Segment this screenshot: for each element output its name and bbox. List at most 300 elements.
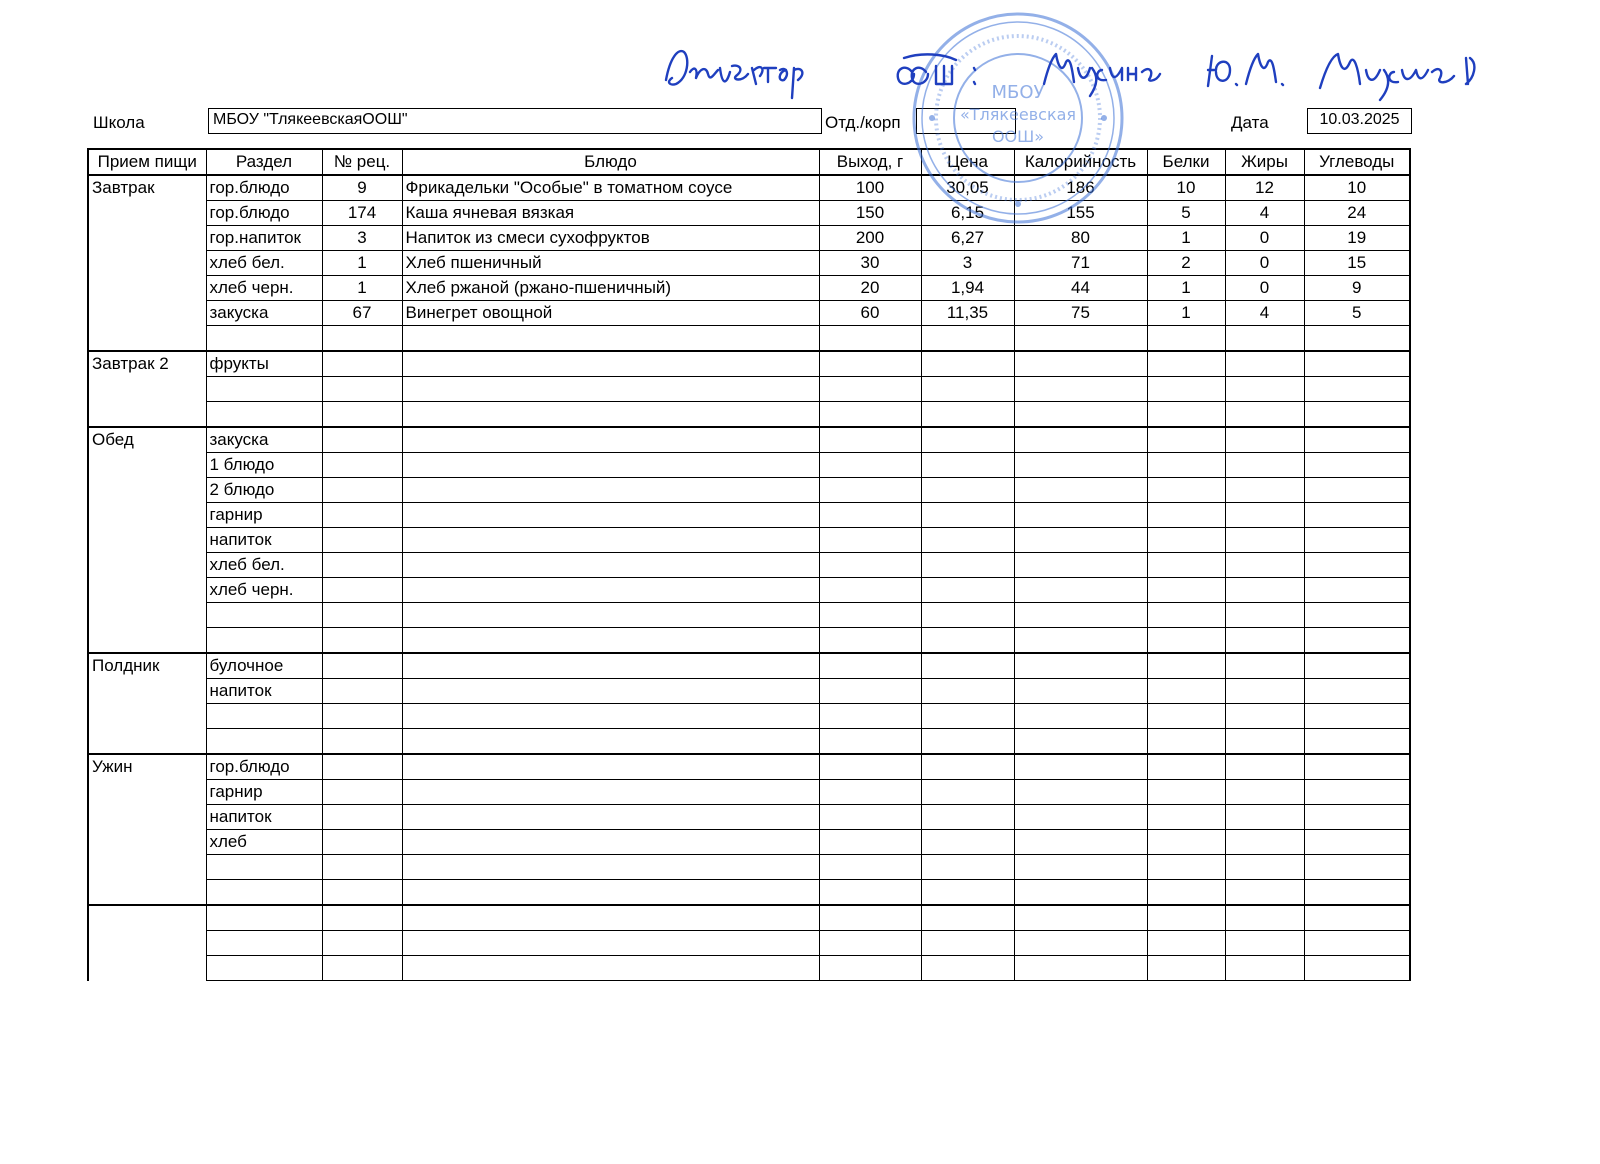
yield-cell — [819, 679, 921, 704]
fat-cell — [1225, 905, 1304, 931]
price-cell: 11,35 — [921, 301, 1014, 326]
protein-cell — [1147, 805, 1225, 830]
section-cell — [206, 931, 322, 956]
dish-cell — [402, 780, 819, 805]
dish-cell: Хлеб пшеничный — [402, 251, 819, 276]
carbs-cell — [1304, 830, 1410, 855]
dish-cell — [402, 628, 819, 654]
fat-cell — [1225, 956, 1304, 981]
table-row — [88, 880, 1410, 906]
price-cell — [921, 931, 1014, 956]
price-cell — [921, 679, 1014, 704]
kcal-cell — [1014, 754, 1147, 780]
meal-name-cell: Ужин — [88, 754, 206, 905]
fat-cell — [1225, 578, 1304, 603]
price-cell — [921, 628, 1014, 654]
table-row — [88, 175, 1410, 201]
recipe-cell — [322, 402, 402, 428]
recipe-cell — [322, 528, 402, 553]
dish-cell — [402, 326, 819, 352]
recipe-cell — [322, 780, 402, 805]
dish-cell — [402, 427, 819, 453]
carbs-cell — [1304, 628, 1410, 654]
table-row — [88, 427, 1410, 453]
kcal-cell — [1014, 880, 1147, 906]
protein-cell: 1 — [1147, 226, 1225, 251]
table-row — [88, 754, 1410, 780]
section-cell — [206, 402, 322, 428]
carbs-cell — [1304, 453, 1410, 478]
table-row — [88, 830, 1410, 855]
dish-cell — [402, 453, 819, 478]
kcal-cell — [1014, 628, 1147, 654]
kcal-cell: 155 — [1014, 201, 1147, 226]
protein-cell — [1147, 553, 1225, 578]
table-row — [88, 956, 1410, 981]
carbs-cell — [1304, 351, 1410, 377]
kcal-cell — [1014, 931, 1147, 956]
fat-cell — [1225, 855, 1304, 880]
table-row — [88, 704, 1410, 729]
section-cell — [206, 326, 322, 352]
kcal-cell — [1014, 780, 1147, 805]
section-cell — [206, 377, 322, 402]
meal-name-cell: Завтрак — [88, 175, 206, 351]
column-header: Выход, г — [819, 149, 921, 175]
dish-cell: Напиток из смеси сухофруктов — [402, 226, 819, 251]
table-row — [88, 653, 1410, 679]
table-row — [88, 679, 1410, 704]
price-cell — [921, 453, 1014, 478]
yield-cell: 20 — [819, 276, 921, 301]
carbs-cell — [1304, 427, 1410, 453]
fat-cell — [1225, 880, 1304, 906]
fat-cell — [1225, 603, 1304, 628]
meal-name-cell: Полдник — [88, 653, 206, 754]
recipe-cell: 9 — [322, 175, 402, 201]
protein-cell — [1147, 628, 1225, 654]
section-cell — [206, 855, 322, 880]
table-row — [88, 503, 1410, 528]
recipe-cell — [322, 956, 402, 981]
recipe-cell — [322, 931, 402, 956]
table-row — [88, 251, 1410, 276]
column-header: Раздел — [206, 149, 322, 175]
kcal-cell — [1014, 453, 1147, 478]
protein-cell — [1147, 931, 1225, 956]
yield-cell — [819, 553, 921, 578]
section-cell: гарнир — [206, 780, 322, 805]
protein-cell: 1 — [1147, 301, 1225, 326]
fat-cell — [1225, 805, 1304, 830]
protein-cell — [1147, 503, 1225, 528]
recipe-cell — [322, 830, 402, 855]
price-cell — [921, 704, 1014, 729]
menu-table — [87, 148, 1411, 981]
price-cell — [921, 478, 1014, 503]
carbs-cell — [1304, 956, 1410, 981]
carbs-cell — [1304, 931, 1410, 956]
recipe-cell — [322, 653, 402, 679]
yield-cell — [819, 453, 921, 478]
recipe-cell — [322, 553, 402, 578]
yield-cell — [819, 805, 921, 830]
section-cell: напиток — [206, 805, 322, 830]
kcal-cell — [1014, 326, 1147, 352]
carbs-cell: 10 — [1304, 175, 1410, 201]
protein-cell — [1147, 578, 1225, 603]
protein-cell: 2 — [1147, 251, 1225, 276]
dish-cell — [402, 553, 819, 578]
carbs-cell — [1304, 880, 1410, 906]
price-cell — [921, 956, 1014, 981]
price-cell: 3 — [921, 251, 1014, 276]
price-cell: 6,27 — [921, 226, 1014, 251]
kcal-cell — [1014, 377, 1147, 402]
recipe-cell: 67 — [322, 301, 402, 326]
section-cell: хлеб бел. — [206, 553, 322, 578]
price-cell — [921, 805, 1014, 830]
kcal-cell: 186 — [1014, 175, 1147, 201]
dish-cell — [402, 905, 819, 931]
kcal-cell — [1014, 351, 1147, 377]
protein-cell — [1147, 956, 1225, 981]
date-label: Дата — [1231, 113, 1269, 132]
yield-cell — [819, 478, 921, 503]
fat-cell: 4 — [1225, 301, 1304, 326]
protein-cell — [1147, 528, 1225, 553]
table-row — [88, 729, 1410, 755]
protein-cell — [1147, 704, 1225, 729]
kcal-cell — [1014, 427, 1147, 453]
protein-cell — [1147, 427, 1225, 453]
carbs-cell: 5 — [1304, 301, 1410, 326]
fat-cell: 0 — [1225, 251, 1304, 276]
meal-name-cell: Завтрак 2 — [88, 351, 206, 427]
recipe-cell — [322, 427, 402, 453]
carbs-cell — [1304, 578, 1410, 603]
recipe-cell — [322, 855, 402, 880]
yield-cell: 100 — [819, 175, 921, 201]
meal-name-cell — [88, 905, 206, 981]
yield-cell — [819, 603, 921, 628]
price-cell — [921, 653, 1014, 679]
price-cell — [921, 905, 1014, 931]
dish-cell — [402, 679, 819, 704]
price-cell — [921, 351, 1014, 377]
table-row — [88, 226, 1410, 251]
carbs-cell — [1304, 653, 1410, 679]
price-cell — [921, 855, 1014, 880]
recipe-cell — [322, 578, 402, 603]
dish-cell — [402, 855, 819, 880]
carbs-cell — [1304, 754, 1410, 780]
section-cell: закуска — [206, 301, 322, 326]
price-cell — [921, 402, 1014, 428]
section-cell: гор.блюдо — [206, 201, 322, 226]
dish-cell — [402, 880, 819, 906]
kcal-cell — [1014, 503, 1147, 528]
kcal-cell: 44 — [1014, 276, 1147, 301]
dish-cell: Каша ячневая вязкая — [402, 201, 819, 226]
section-cell: 1 блюдо — [206, 453, 322, 478]
recipe-cell: 1 — [322, 251, 402, 276]
yield-cell — [819, 780, 921, 805]
table-row — [88, 780, 1410, 805]
carbs-cell — [1304, 377, 1410, 402]
price-cell — [921, 830, 1014, 855]
carbs-cell — [1304, 729, 1410, 755]
protein-cell — [1147, 478, 1225, 503]
table-row — [88, 931, 1410, 956]
carbs-cell — [1304, 553, 1410, 578]
director-signature — [660, 38, 1540, 108]
fat-cell: 0 — [1225, 276, 1304, 301]
yield-cell — [819, 729, 921, 755]
recipe-cell — [322, 377, 402, 402]
date-field — [1307, 108, 1412, 134]
yield-cell — [819, 578, 921, 603]
protein-cell: 1 — [1147, 276, 1225, 301]
yield-cell — [819, 528, 921, 553]
carbs-cell — [1304, 503, 1410, 528]
protein-cell — [1147, 855, 1225, 880]
fat-cell — [1225, 326, 1304, 352]
fat-cell — [1225, 653, 1304, 679]
price-cell — [921, 326, 1014, 352]
table-row — [88, 377, 1410, 402]
section-cell — [206, 880, 322, 906]
yield-cell — [819, 351, 921, 377]
table-row — [88, 805, 1410, 830]
protein-cell — [1147, 453, 1225, 478]
price-cell — [921, 578, 1014, 603]
carbs-cell — [1304, 402, 1410, 428]
price-cell: 30,05 — [921, 175, 1014, 201]
dish-cell — [402, 805, 819, 830]
yield-cell — [819, 830, 921, 855]
carbs-cell — [1304, 805, 1410, 830]
table-row — [88, 528, 1410, 553]
dish-cell — [402, 528, 819, 553]
recipe-cell — [322, 729, 402, 755]
kcal-cell — [1014, 553, 1147, 578]
dish-cell — [402, 653, 819, 679]
protein-cell: 10 — [1147, 175, 1225, 201]
recipe-cell: 174 — [322, 201, 402, 226]
table-row — [88, 603, 1410, 628]
dish-cell: Винегрет овощной — [402, 301, 819, 326]
carbs-cell — [1304, 326, 1410, 352]
dish-cell — [402, 956, 819, 981]
fat-cell — [1225, 453, 1304, 478]
carbs-cell: 24 — [1304, 201, 1410, 226]
recipe-cell — [322, 805, 402, 830]
yield-cell — [819, 628, 921, 654]
price-cell — [921, 603, 1014, 628]
column-header: Углеводы — [1304, 149, 1410, 175]
protein-cell — [1147, 754, 1225, 780]
school-label: Школа — [93, 113, 145, 132]
fat-cell — [1225, 679, 1304, 704]
recipe-cell — [322, 503, 402, 528]
fat-cell — [1225, 427, 1304, 453]
yield-cell — [819, 704, 921, 729]
price-cell — [921, 503, 1014, 528]
fat-cell — [1225, 780, 1304, 805]
school-field — [208, 108, 822, 134]
column-header: Цена — [921, 149, 1014, 175]
carbs-cell — [1304, 679, 1410, 704]
meal-name-cell: Обед — [88, 427, 206, 653]
section-cell: хлеб черн. — [206, 578, 322, 603]
fat-cell — [1225, 704, 1304, 729]
kcal-cell — [1014, 528, 1147, 553]
dish-cell — [402, 729, 819, 755]
protein-cell — [1147, 830, 1225, 855]
yield-cell — [819, 653, 921, 679]
fat-cell: 12 — [1225, 175, 1304, 201]
section-cell: булочное — [206, 653, 322, 679]
dept-label: Отд./корп — [825, 113, 901, 132]
dish-cell — [402, 402, 819, 428]
protein-cell — [1147, 653, 1225, 679]
kcal-cell — [1014, 704, 1147, 729]
table-row — [88, 855, 1410, 880]
dish-cell — [402, 478, 819, 503]
section-cell — [206, 628, 322, 654]
fat-cell — [1225, 553, 1304, 578]
section-cell: гор.блюдо — [206, 754, 322, 780]
protein-cell — [1147, 351, 1225, 377]
dish-cell: Фрикадельки "Особые" в томатном соусе — [402, 175, 819, 201]
price-cell — [921, 880, 1014, 906]
recipe-cell — [322, 453, 402, 478]
stamp-line-1: МБОУ — [991, 82, 1045, 103]
carbs-cell: 19 — [1304, 226, 1410, 251]
yield-cell — [819, 905, 921, 931]
fat-cell — [1225, 931, 1304, 956]
fat-cell — [1225, 729, 1304, 755]
column-header: Белки — [1147, 149, 1225, 175]
section-cell: закуска — [206, 427, 322, 453]
carbs-cell — [1304, 478, 1410, 503]
kcal-cell — [1014, 956, 1147, 981]
carbs-cell: 9 — [1304, 276, 1410, 301]
fat-cell — [1225, 478, 1304, 503]
section-cell: хлеб черн. — [206, 276, 322, 301]
yield-cell — [819, 956, 921, 981]
carbs-cell — [1304, 704, 1410, 729]
stamp-line-2: «Тлякеевская — [959, 105, 1077, 124]
kcal-cell — [1014, 855, 1147, 880]
protein-cell — [1147, 880, 1225, 906]
carbs-cell — [1304, 855, 1410, 880]
protein-cell — [1147, 402, 1225, 428]
kcal-cell — [1014, 653, 1147, 679]
column-header: Прием пищи — [88, 149, 206, 175]
kcal-cell — [1014, 830, 1147, 855]
fat-cell — [1225, 830, 1304, 855]
table-row — [88, 301, 1410, 326]
carbs-cell — [1304, 905, 1410, 931]
table-row — [88, 201, 1410, 226]
table-row — [88, 905, 1410, 931]
yield-cell — [819, 427, 921, 453]
protein-cell — [1147, 780, 1225, 805]
yield-cell: 200 — [819, 226, 921, 251]
stamp-line-3: ООШ» — [991, 127, 1045, 146]
kcal-cell — [1014, 905, 1147, 931]
recipe-cell — [322, 679, 402, 704]
section-cell: гарнир — [206, 503, 322, 528]
kcal-cell — [1014, 729, 1147, 755]
carbs-cell: 15 — [1304, 251, 1410, 276]
dish-cell — [402, 351, 819, 377]
protein-cell — [1147, 326, 1225, 352]
table-row — [88, 351, 1410, 377]
kcal-cell — [1014, 679, 1147, 704]
carbs-cell — [1304, 528, 1410, 553]
date-value: 10.03.2025 — [1319, 111, 1400, 128]
kcal-cell — [1014, 578, 1147, 603]
price-cell: 6,15 — [921, 201, 1014, 226]
recipe-cell — [322, 478, 402, 503]
kcal-cell — [1014, 603, 1147, 628]
price-cell: 1,94 — [921, 276, 1014, 301]
fat-cell: 4 — [1225, 201, 1304, 226]
section-cell — [206, 704, 322, 729]
section-cell: фрукты — [206, 351, 322, 377]
carbs-cell — [1304, 603, 1410, 628]
section-cell — [206, 603, 322, 628]
table-row — [88, 628, 1410, 654]
yield-cell: 150 — [819, 201, 921, 226]
dish-cell — [402, 830, 819, 855]
section-cell: хлеб — [206, 830, 322, 855]
section-cell: 2 блюдо — [206, 478, 322, 503]
kcal-cell: 75 — [1014, 301, 1147, 326]
table-row — [88, 453, 1410, 478]
protein-cell: 5 — [1147, 201, 1225, 226]
table-row — [88, 578, 1410, 603]
kcal-cell — [1014, 805, 1147, 830]
section-cell: хлеб бел. — [206, 251, 322, 276]
price-cell — [921, 729, 1014, 755]
section-cell — [206, 729, 322, 755]
fat-cell — [1225, 351, 1304, 377]
recipe-cell — [322, 628, 402, 654]
price-cell — [921, 553, 1014, 578]
table-row — [88, 478, 1410, 503]
section-cell: напиток — [206, 679, 322, 704]
recipe-cell — [322, 326, 402, 352]
dish-cell — [402, 603, 819, 628]
dish-cell: Хлеб ржаной (ржано-пшеничный) — [402, 276, 819, 301]
yield-cell — [819, 754, 921, 780]
recipe-cell — [322, 905, 402, 931]
protein-cell — [1147, 679, 1225, 704]
price-cell — [921, 754, 1014, 780]
yield-cell — [819, 503, 921, 528]
kcal-cell: 71 — [1014, 251, 1147, 276]
table-row — [88, 326, 1410, 352]
carbs-cell — [1304, 780, 1410, 805]
fat-cell: 0 — [1225, 226, 1304, 251]
section-cell: гор.напиток — [206, 226, 322, 251]
yield-cell — [819, 931, 921, 956]
table-header-row — [88, 149, 1410, 175]
